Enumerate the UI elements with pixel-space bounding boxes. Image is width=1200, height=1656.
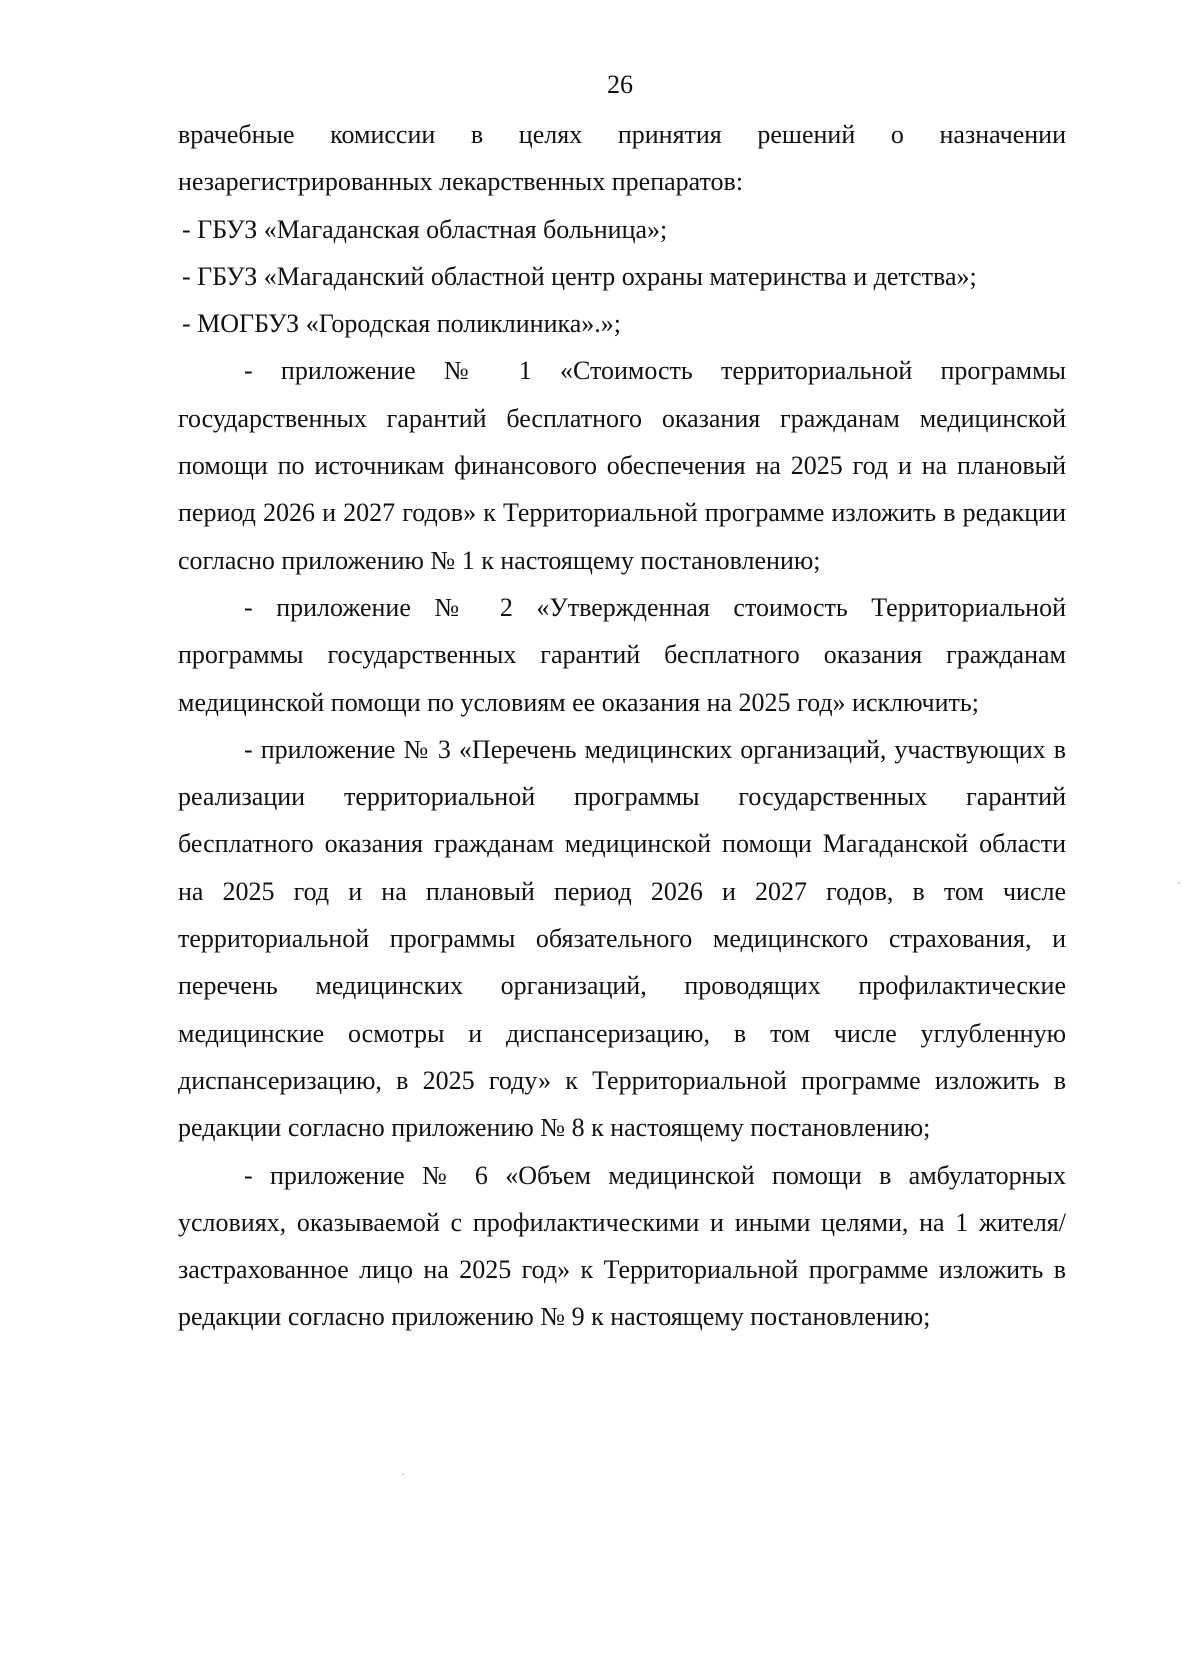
scan-speck	[1178, 882, 1180, 884]
paragraph-appendix-2: - приложение № 2 «Утвержденная стоимость Территориальной программы государственных гарантий бесплатного оказания гражданам медицинской помощи по условиям ее оказания на 2025 год» исключить;	[178, 592, 1066, 717]
paragraph-appendix-3: - приложение № 3 «Перечень медицинских организаций, участвующих в реализации территориальной программы государственных гарантий бесплатного оказания гражданам медицинской помощи Магаданской области на 2025 год и на плановый период 2026 и 2027 годов, в том числе территориальной программы обязательного медицинского страхования, и перечень медицинских организаций, проводящих профилактические медицинские осмотры и диспансеризацию, в том числе углубленную диспансеризацию, в 2025 году» к Территориальной программе изложить в редакции согласно приложению № 8 к настоящему постановлению;	[178, 734, 1066, 1143]
list-item-city-polyclinic: - МОГБУЗ «Городская поликлиника».»;	[182, 309, 622, 339]
paragraph-appendix-6: - приложение № 6 «Объем медицинской помощи в амбулаторных условиях, оказываемой с профилактическими и иными целями, на 1 жителя/застрахованное лицо на 2025 год» к Территориальной программе изложить в редакции согласно приложению № 9 к настоящему постановлению;	[178, 1160, 1066, 1332]
paragraph-commissions: врачебные комиссии в целях принятия решений о назначении незарегистрированных лекарственных препаратов:	[178, 120, 1066, 197]
paragraph-appendix-1: - приложение № 1 «Стоимость территориальной программы государственных гарантий бесплатного оказания гражданам медицинской помощи по источникам финансового обеспечения на 2025 год и на плановый период 2026 и 2027 годов» к Территориальной программе изложить в редакции согласно приложению № 1 к настоящему постановлению;	[178, 356, 1066, 575]
scan-speck	[402, 1473, 404, 1475]
document-body	[178, 111, 1066, 1341]
list-item-maternity-center: - ГБУЗ «Магаданский областной центр охраны материнства и детства»;	[182, 261, 977, 291]
page-number: 26	[607, 70, 633, 99]
list-item-regional-hospital: - ГБУЗ «Магаданская областная больница»;	[182, 214, 668, 244]
